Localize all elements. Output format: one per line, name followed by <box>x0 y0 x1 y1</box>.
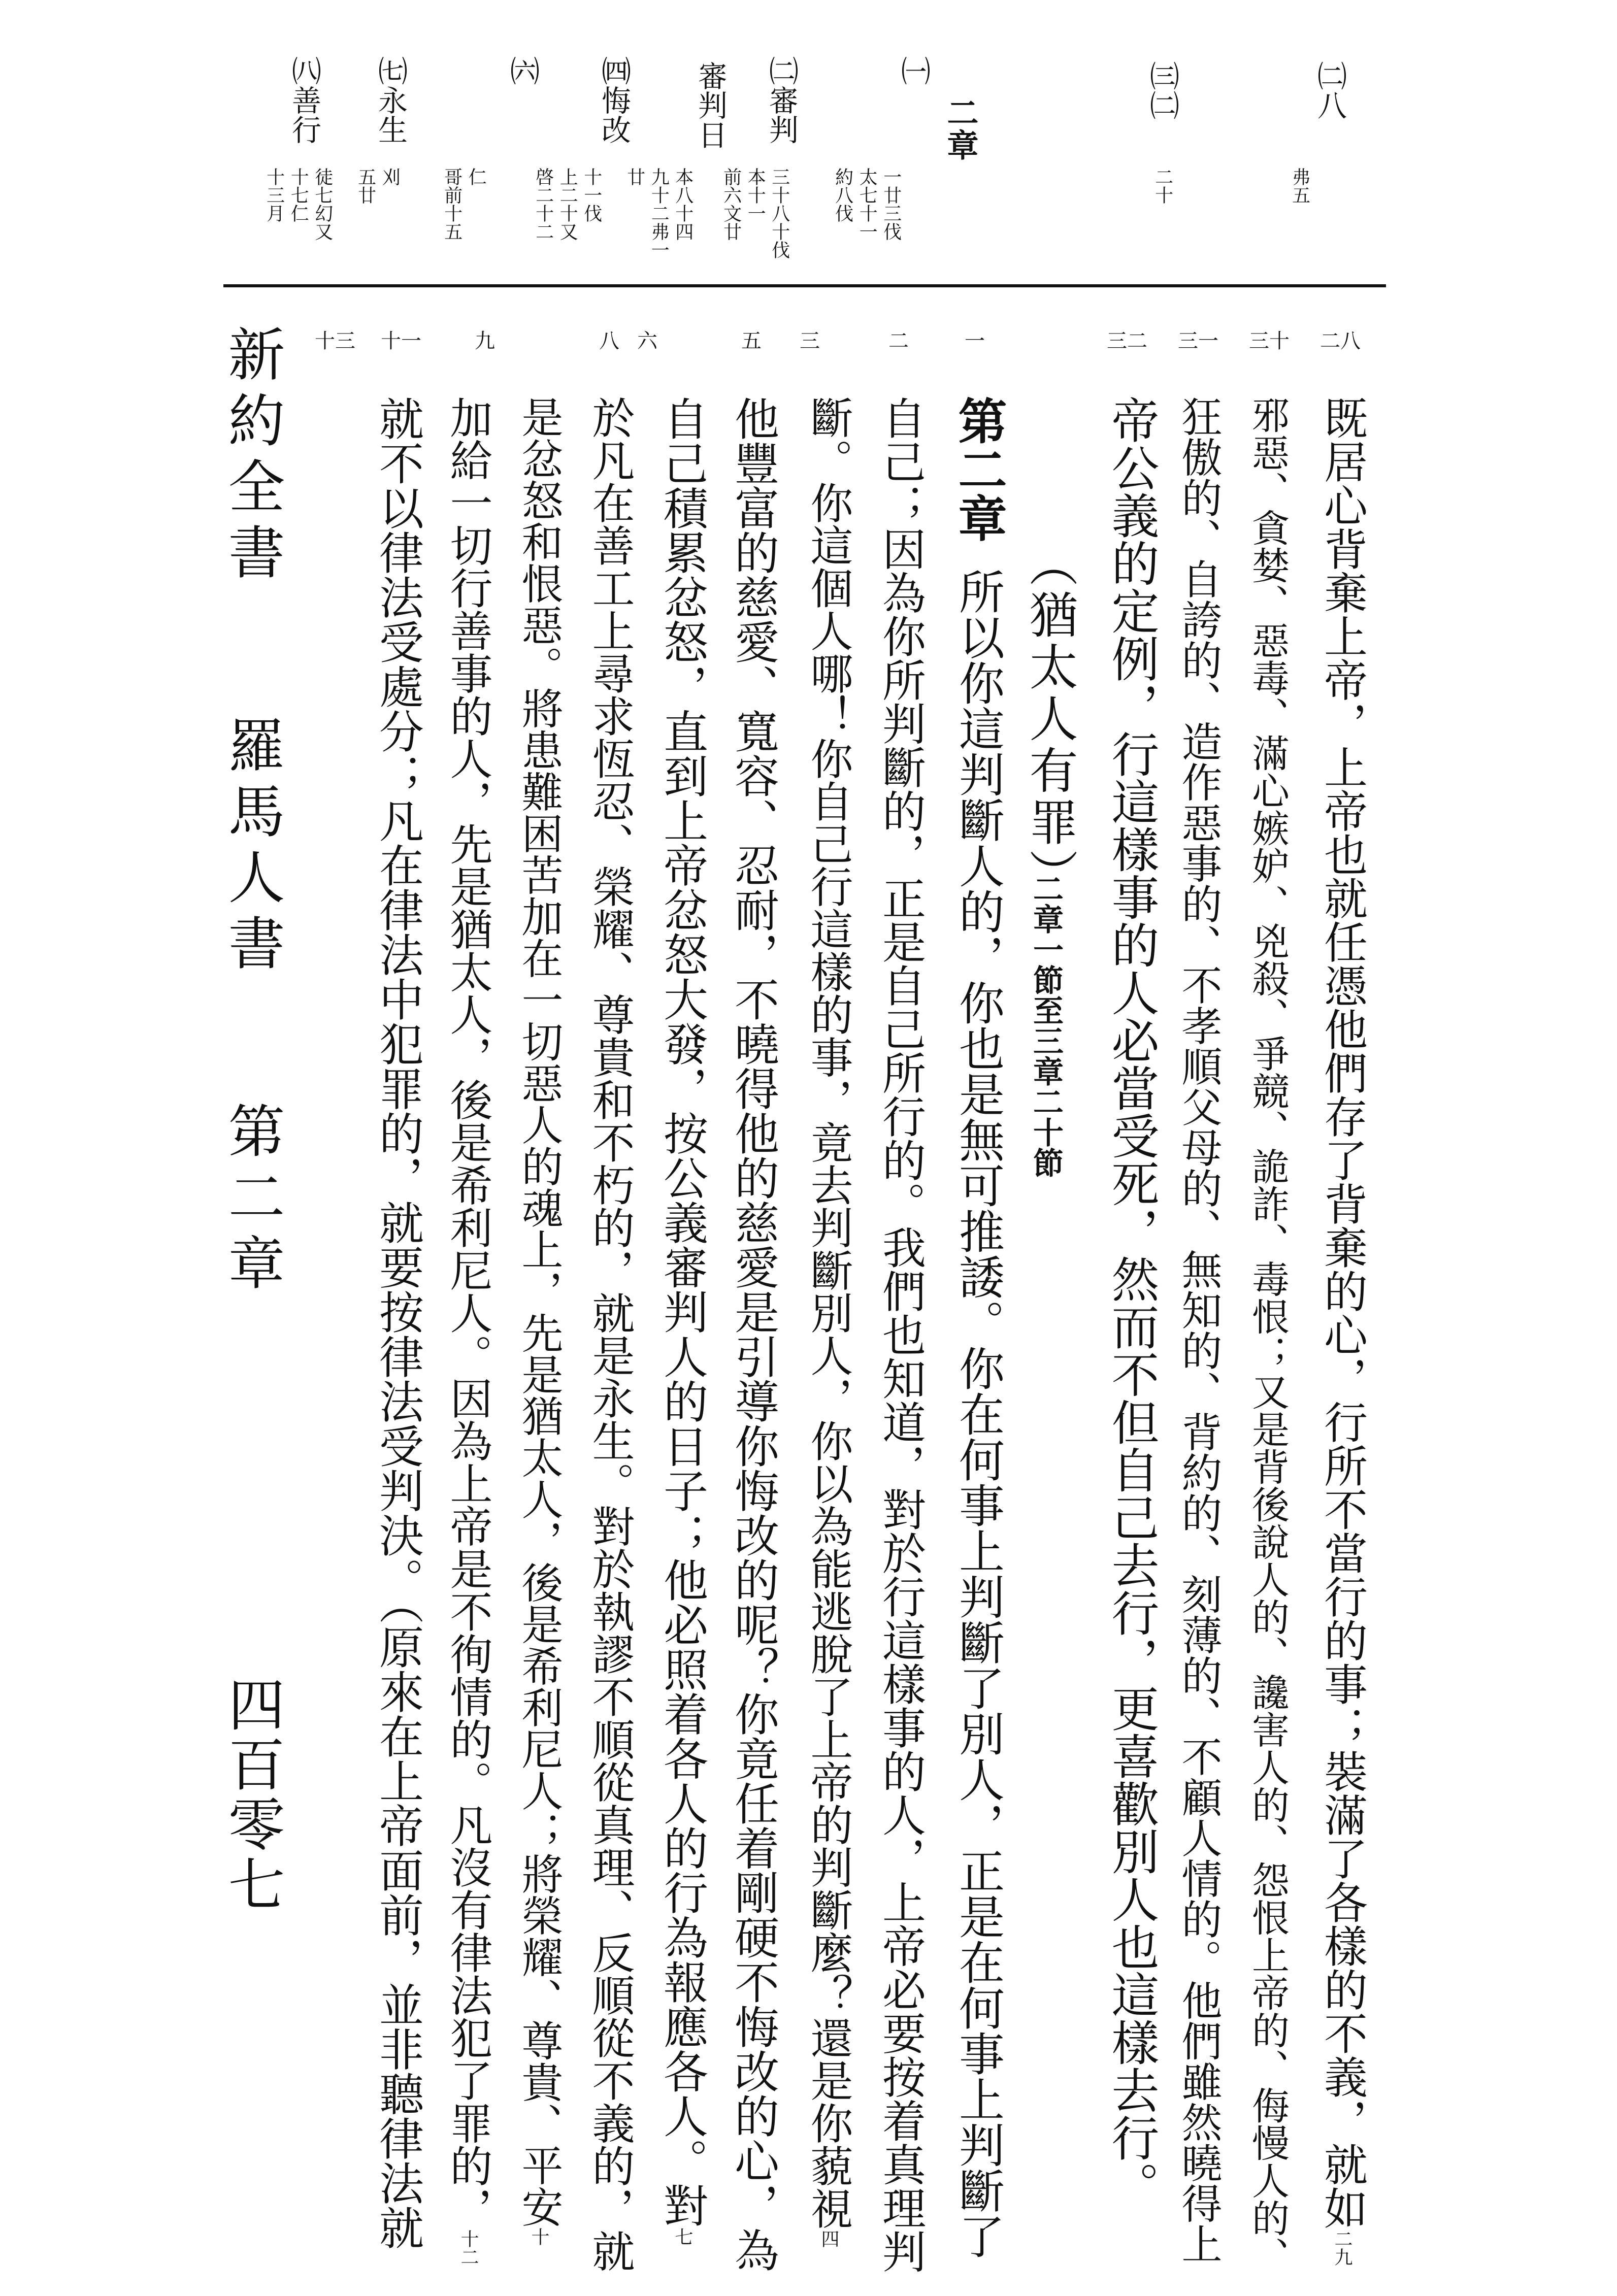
body-text: 斷。你這個人哪！你自己行這樣的事，竟去判斷別人，你以為能逃脫了上帝的判斷麼？還是你藐視 <box>804 396 853 2230</box>
note-refs <box>833 168 901 241</box>
body-column <box>1316 396 1367 2266</box>
body-text: 就不以律法受處分；凡在律法中犯罪的，就要按律法受判決。（原來在上帝面前，並非聽律法就 <box>372 396 424 2250</box>
note-ref: 前六文廿 <box>720 168 742 241</box>
running-head-book: 新約全書 <box>219 325 285 589</box>
inline-verse-number: 十 <box>529 2227 549 2246</box>
verse-number: 三十 <box>1249 329 1290 353</box>
note-ref: 啓二十二 <box>533 168 554 241</box>
note-refs <box>721 168 789 259</box>
body-column <box>728 396 780 2272</box>
note-mark: 審判日 <box>693 61 728 149</box>
note-ref: 十七仁 <box>288 168 309 222</box>
chapter-title: 第二章 <box>950 396 1008 542</box>
note-ref: 一廿三伐 <box>880 168 902 241</box>
body-column <box>515 396 563 2246</box>
body-text: 既居心背棄上帝，上帝也就任憑他們存了背棄的心，行所不當行的事；裝滿了各樣的不義，就如 <box>1316 396 1367 2230</box>
body-column <box>585 396 635 2272</box>
body-text: 所以你這判斷人的，你也是無可推諉。你在何事上判斷了別人，正是在何事上判斷了 <box>951 569 1004 2259</box>
inline-verse-number: 七 <box>672 2227 693 2246</box>
body-column <box>656 396 709 2246</box>
note-refs <box>624 168 693 259</box>
running-head-chapter: 第二章 <box>219 1102 285 1300</box>
verse-number: 十三 <box>315 329 355 353</box>
note-ref: 哥前十五 <box>441 168 463 241</box>
body-text: 於凡在善工上尋求恆忍、榮耀、尊貴和不朽的，就是永生。對於執謬不順從真理、反順從不義的，就 <box>585 396 635 2272</box>
note-mark: ㈡審判 <box>764 56 799 144</box>
section-range: 二章一節至三章二十節 <box>1028 873 1064 1178</box>
note-refs <box>442 168 486 241</box>
body-column <box>1175 396 1222 2264</box>
running-head-epistle: 羅馬人書 <box>219 716 285 980</box>
note-ref: 十一伐 <box>581 168 602 222</box>
note-ref: 太七十一 <box>856 168 878 241</box>
body-column <box>1103 396 1159 2209</box>
note-refs <box>1152 168 1173 204</box>
note-mark: ㈧善行 <box>287 56 321 144</box>
body-column <box>372 396 424 2250</box>
verse-number: 五 <box>741 329 762 353</box>
note-ref: 五廿 <box>355 168 376 204</box>
body-text: 是忿怒和恨惡。將患難困苦加在一切惡人的魂上，先是猶太人，後是希利尼人；將榮耀、尊貴、平安 <box>515 396 563 2227</box>
cross-reference-notes <box>0 0 1617 284</box>
body-text: 邪惡、貪婪、惡毒、滿心嫉妒、兇殺、爭競、詭詐、毒恨；又是背後說人的、讒害人的、怨恨上帝的、侮慢人的、 <box>1246 396 1290 2274</box>
note-mark: ㈣悔改 <box>597 56 631 144</box>
note-ref: 十三月 <box>263 168 285 222</box>
note-ref: 廿 <box>624 168 645 186</box>
verse-number: 二 <box>888 329 909 353</box>
section-heading: （猶太人有罪） <box>1021 538 1078 901</box>
inline-verse-number: 四 <box>818 2230 839 2248</box>
body-column <box>875 396 926 2273</box>
note-refs <box>264 168 333 241</box>
verse-number: 三二 <box>1107 329 1147 353</box>
body-column <box>1246 396 1290 2274</box>
verse-number: 一 <box>965 329 985 353</box>
note-mark: ㈥ <box>505 56 540 85</box>
note-mark: ㈠ <box>896 56 931 85</box>
body-text: 自己積累忿怒，直到上帝忿怒大發，按公義審判人的日子；他必照着各人的行為報應各人。對 <box>656 396 709 2227</box>
note-ref: 仁 <box>466 168 487 186</box>
note-mark: ㈡八 <box>1312 61 1347 120</box>
verse-number: 三 <box>800 329 820 353</box>
body-text: 狂傲的、自誇的、造作惡事的、不孝順父母的、無知的、背約的、刻薄的、不顧人情的。他們雖然曉得上 <box>1175 396 1222 2264</box>
body-text: 自己；因為你所判斷的，正是自己所行的。我們也知道，對於行這樣事的人，上帝必要按着真理判 <box>875 396 926 2273</box>
body-text: 他豐富的慈愛、寬容、忍耐，不曉得他的慈愛是引導你悔改的呢？你竟任着剛硬不悔改的心，為 <box>728 396 780 2272</box>
note-ref: 上二十又 <box>557 168 578 241</box>
note-ref: 約八伐 <box>832 168 853 222</box>
note-ref: 二十 <box>1152 168 1173 204</box>
note-mark: ㈢㈡ <box>1145 61 1179 120</box>
note-ref: 刈 <box>379 168 401 186</box>
verse-number: 九 <box>475 329 495 353</box>
verse-number: 三一 <box>1178 329 1218 353</box>
verse-number: 六 <box>637 329 657 353</box>
body-text: 加給一切行善事的人，先是猶太人，後是希利尼人。因為上帝是不徇情的。凡沒有律法犯了罪的， <box>443 396 493 2230</box>
note-ref: 本八十四 <box>672 168 694 241</box>
verse-number: 二八 <box>1320 329 1361 353</box>
note-ref: 弗五 <box>1289 168 1310 204</box>
inline-verse-number: 十二 <box>458 2230 479 2266</box>
note-ref: 本十一 <box>745 168 766 222</box>
note-mark: ㈦永生 <box>373 56 408 144</box>
inline-verse-number: 二九 <box>1332 2230 1352 2266</box>
note-ref: 三十八十伐 <box>769 168 790 259</box>
header-rule <box>223 284 1386 287</box>
body-column <box>443 396 493 2266</box>
body-column <box>804 396 853 2248</box>
verse-number: 十一 <box>381 329 421 353</box>
page-number: 四百零七 <box>219 1675 285 1915</box>
note-ref: 九十二弗一 <box>648 168 670 259</box>
verse-number: 八 <box>599 329 619 353</box>
note-refs <box>533 168 602 241</box>
note-ref: 徒七幻又 <box>312 168 333 241</box>
notes-chapter-heading: 二章 <box>942 96 979 161</box>
note-refs <box>1290 168 1310 204</box>
note-refs <box>355 168 400 204</box>
body-text: 帝公義的定例，行這樣事的人必當受死，然而不但自己去行，更喜歡別人也這樣去行。 <box>1103 396 1159 2209</box>
body-column <box>951 569 1004 2259</box>
